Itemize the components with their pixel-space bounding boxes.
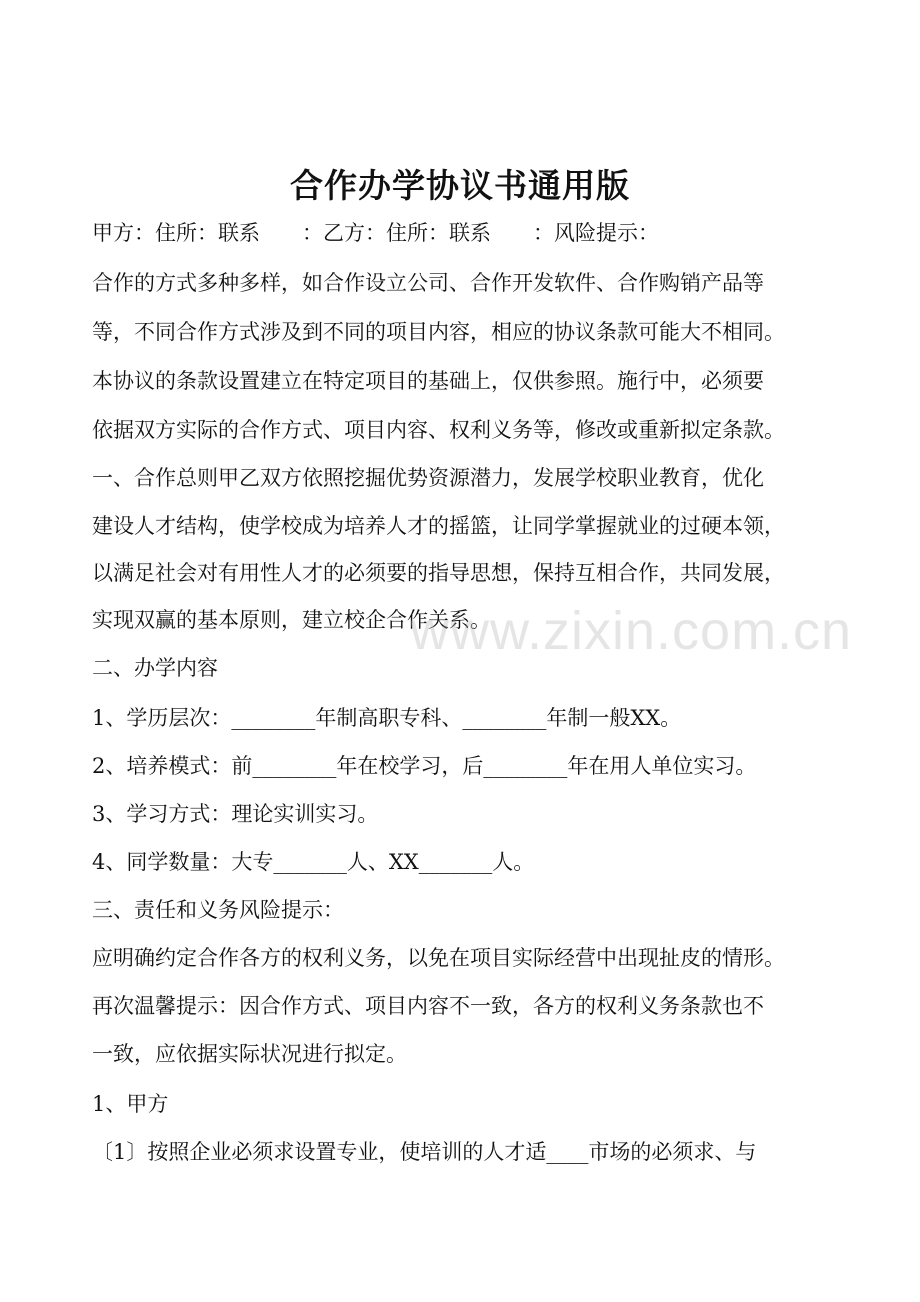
text-line-13: 3、学习方式：理论实训实习。 [92,802,379,826]
text-line-8: 以满足社会对有用性人才的必须要的指导思想，保持互相合作，共同发展， [92,561,785,585]
text-line-7: 建设人才结构，使学校成为培养人才的摇篮，让同学掌握就业的过硬本领， [92,514,785,538]
text-line-4: 本协议的条款设置建立在特定项目的基础上，仅供参照。施行中，必须要 [92,369,764,393]
text-line-20: 〔1〕按照企业必须求设置专业，使培训的人才适____市场的必须求、与 [92,1140,757,1164]
text-line-11: 1、学历层次：________年制高职专科、________年制一般XX。 [92,706,682,730]
text-line-12: 2、培养模式：前________年在校学习，后________年在用人单位实习。 [92,754,757,778]
text-line-1: 甲方：住所：联系 ：乙方：住所：联系 ：风险提示： [92,221,659,245]
section-heading-3: 三、责任和义务风险提示： [92,898,344,922]
text-line-17: 再次温馨提示：因合作方式、项目内容不一致，各方的权利义务条款也不 [92,994,764,1018]
watermark: www.zixin.com.cn [410,601,853,661]
text-line-14: 4、同学数量：大专_______人、XX_______人。 [92,850,535,874]
subsection-heading-party-a: 1、甲方 [92,1092,169,1116]
text-line-16: 应明确约定合作各方的权利义务，以免在项目实际经营中出现扯皮的情形。 [92,946,785,970]
text-line-9: 实现双赢的基本原则，建立校企合作关系。 [92,608,491,632]
text-line-3: 等，不同合作方式涉及到不同的项目内容，相应的协议条款可能大不相同。 [92,320,785,344]
text-line-6: 一、合作总则甲乙双方依照挖掘优势资源潜力，发展学校职业教育，优化 [92,466,764,490]
section-heading-2: 二、办学内容 [92,656,218,680]
text-line-2: 合作的方式多种多样，如合作设立公司、合作开发软件、合作购销产品等 [92,271,764,295]
text-line-5: 依据双方实际的合作方式、项目内容、权利义务等，修改或重新拟定条款。 [92,418,785,442]
document-title: 合作办学协议书通用版 [290,166,630,205]
text-line-18: 一致，应依据实际状况进行拟定。 [92,1042,407,1066]
